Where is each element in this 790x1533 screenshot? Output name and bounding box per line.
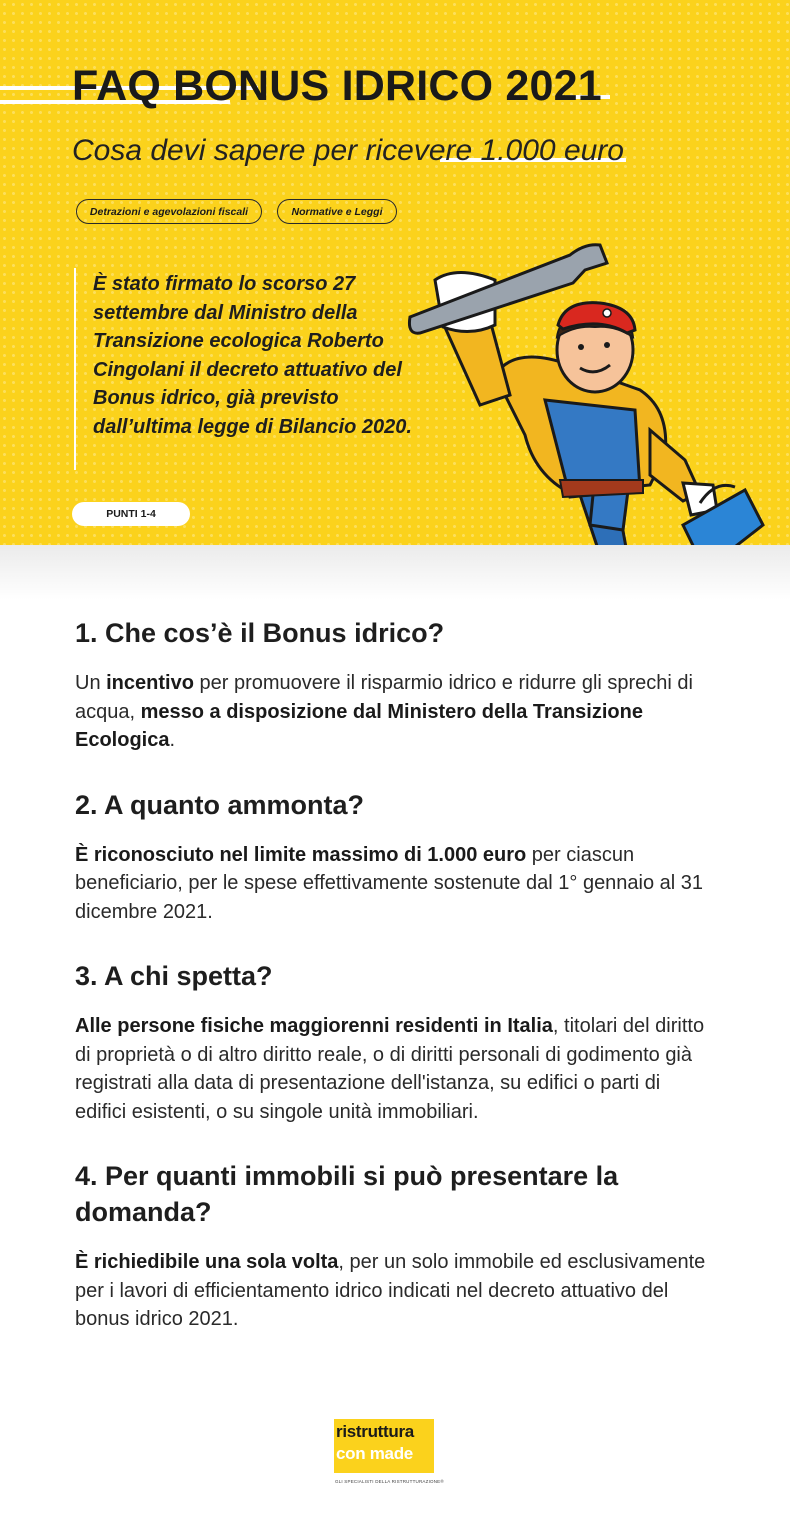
plumber-arm-raised [443, 320, 510, 405]
answer-highlight: incentivo [106, 672, 194, 694]
faq-question: 2. A quanto ammonta? [75, 789, 365, 820]
tag-detrazioni[interactable]: Detrazioni e agevolazioni fiscali [76, 199, 262, 224]
logo-line-2 [336, 1444, 427, 1464]
logo-line-2-text: con made [336, 1444, 413, 1463]
faq-item [75, 615, 715, 755]
cap-button [603, 309, 611, 317]
plumber-belt [560, 480, 643, 497]
lead-accent-bar [74, 268, 76, 470]
faq-answer [75, 841, 715, 927]
answer-highlight: messo a disposizione dal Ministero della Transizione Ecologica [75, 700, 643, 751]
answer-highlight: È richiedibile una sola volta [75, 1251, 339, 1273]
logo-line-1: ristruttura [336, 1422, 414, 1441]
faq-question: 4. Per quanti immobili si può presentare la domanda? [75, 1161, 619, 1227]
answer-highlight: È riconosciuto nel limite massimo di 1.000 euro [75, 843, 527, 866]
hero-shadow [0, 545, 790, 600]
answer-text: , per un solo immobile ed esclusivamente per i lavori di efficientamento idrico indicati nel decreto attuativo del bonus idrico 2021. [75, 1251, 706, 1330]
points-pill[interactable]: PUNTI 1-4 [72, 502, 190, 526]
faq-answer [75, 1012, 715, 1126]
lead-paragraph: È stato firmato lo scorso 27 settembre dal Ministro della Transizione ecologica Roberto Cingolani il decreto attuativo del Bonus idrico, già previsto dall’ultima legge di Bilancio 2020. [93, 273, 412, 438]
page-title: FAQ BONUS IDRICO 2021 [72, 62, 602, 110]
tag-normative[interactable]: Normative e Leggi [277, 199, 397, 224]
faq-item [75, 1158, 715, 1334]
logo-tagline: GLI SPECIALISTI DELLA RISTRUTTURAZIONE® [335, 1479, 444, 1484]
brand-logo[interactable] [334, 1419, 464, 1494]
plumber-eye-left [578, 344, 584, 350]
answer-text: Un [75, 672, 107, 694]
page-subtitle: Cosa devi sapere per ricevere 1.000 euro [72, 134, 624, 167]
logo-suffix: .it [412, 1444, 428, 1463]
faq-answer [75, 669, 715, 755]
faq-question: 1. Che cos’è il Bonus idrico? [75, 618, 445, 648]
plumber-illustration [395, 225, 775, 600]
plumber-eye-right [604, 342, 610, 348]
faq-item [75, 787, 715, 927]
faq-list [75, 615, 715, 1366]
faq-answer [75, 1248, 715, 1334]
answer-text: . [169, 729, 176, 751]
answer-text: per promuovere il risparmio idrico e ridurre gli sprechi di acqua, [75, 672, 693, 723]
faq-item [75, 958, 715, 1126]
faq-question: 3. A chi spetta? [75, 961, 273, 991]
answer-text: , titolari del diritto di proprietà o di altro diritto reale, o di diritti personali di godimento già registrati alla data di presentazione dell'istanza, su edifici o parti di edifici esistenti, o su singole unità immobiliari. [75, 1015, 705, 1123]
answer-text: per ciascun beneficiario, per le spese effettivamente sostenute dal 1° gennaio al 31 dicembre 2021. [75, 843, 704, 923]
answer-highlight: Alle persone fisiche maggiorenni residenti in Italia [75, 1015, 553, 1037]
